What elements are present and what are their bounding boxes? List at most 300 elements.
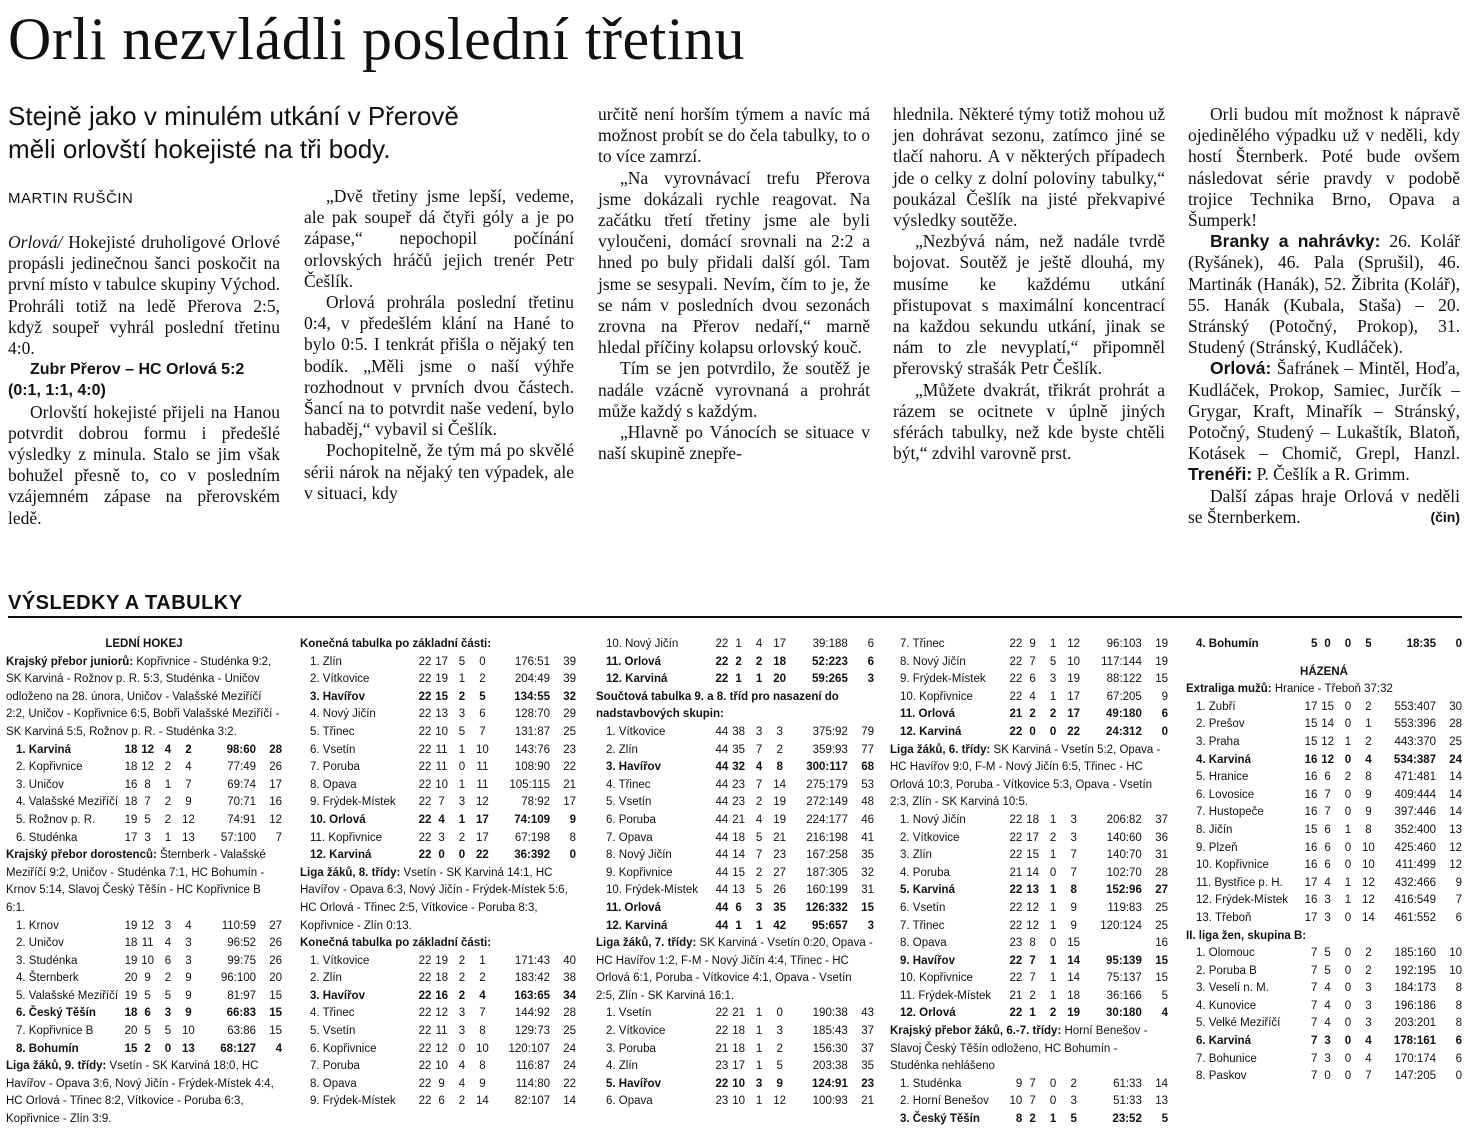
games: 22 [418, 1077, 432, 1090]
draws: 1 [1049, 919, 1057, 932]
points: 15 [269, 1007, 283, 1020]
losses: 4 [185, 761, 192, 774]
games: 22 [715, 1025, 729, 1038]
team-name: 10. Kopřivnice [900, 690, 973, 703]
points: 14 [1449, 806, 1463, 819]
paragraph: hlednila. Některé týmy totiž mohou už jen dohrávat sezonu, zatímco jiné se tlačí nahoru. A v některých případech jde o celky z dolní poloviny tabulky,“ poukázal Češlík na jisté překvapivé výsledky soutěže. [893, 104, 1165, 231]
table-row [1186, 1068, 1462, 1086]
games: 44 [715, 778, 729, 791]
wins: 23 [732, 778, 745, 791]
score: 108:90 [514, 761, 551, 774]
wins: 14 [732, 849, 745, 862]
table-row [1186, 769, 1462, 787]
results-column-1 [6, 636, 282, 1129]
table-row [1186, 1033, 1462, 1051]
table-row [890, 830, 1168, 848]
table-row [890, 918, 1168, 936]
score: 74:109 [514, 813, 551, 826]
points: 34 [563, 989, 577, 1002]
team-name: 10. Orlová [310, 813, 366, 826]
team-name: 2. Kopřivnice [16, 761, 83, 774]
competition-results: Vsetín - SK Karviná 14:1, HC Havířov - Opava 6:3, Nový Jičín - Frýdek-Místek 5:6, HC Orlová - Třinec 2:5, Vítkovice - Poruba 8:3, Kopřivnice - Zlín 0:13. [300, 866, 568, 932]
losses: 8 [479, 1060, 486, 1073]
games: 22 [418, 813, 432, 826]
score: 102:70 [1106, 866, 1142, 879]
points: 48 [861, 796, 874, 809]
table-row [596, 830, 874, 848]
team-name: 4. Zlín [606, 1060, 638, 1073]
score: 272:149 [806, 796, 848, 809]
wins: 11 [141, 937, 154, 950]
team-name: 11. Orlová [606, 655, 661, 668]
score: 359:93 [812, 743, 848, 756]
table-row [596, 1093, 874, 1111]
score: 196:186 [1394, 999, 1437, 1012]
wins: 14 [1026, 866, 1039, 879]
losses: 10 [1067, 655, 1081, 668]
games: 18 [124, 761, 138, 774]
wins: 15 [1026, 849, 1039, 862]
games: 22 [1009, 849, 1023, 862]
team-name: 9. Plzeň [1196, 841, 1238, 854]
table-row [596, 882, 874, 900]
competition-label: Krajský přebor dorostenců: [6, 849, 157, 862]
losses: 14 [1362, 911, 1375, 924]
score: 66:83 [226, 1007, 257, 1020]
games: 22 [418, 761, 432, 774]
table-row [6, 988, 282, 1006]
draws: 2 [1049, 708, 1057, 721]
games: 18 [124, 796, 138, 809]
table-row [1186, 980, 1462, 998]
competition-note [1186, 928, 1462, 946]
table-row [890, 671, 1168, 689]
losses: 3 [1365, 1017, 1372, 1030]
table-row [890, 636, 1168, 654]
points: 27 [269, 919, 283, 932]
score: 190:38 [812, 1007, 848, 1020]
draws: 0 [1049, 725, 1057, 738]
table-row [6, 794, 282, 812]
points: 16 [269, 796, 283, 809]
points: 4 [1161, 1007, 1168, 1020]
team-name: 6. Lovosice [1196, 788, 1255, 801]
headline: Orli nezvládli poslední třetinu [8, 6, 745, 72]
games: 18 [124, 743, 138, 756]
team-name: 5. Velké Meziříčí [1196, 1017, 1281, 1030]
draws: 0 [1344, 718, 1352, 731]
score: 124:91 [812, 1077, 848, 1090]
score: 96:52 [227, 937, 257, 950]
points: 35 [861, 1060, 874, 1073]
losses: 17 [476, 831, 489, 844]
table-row [596, 900, 874, 918]
draws: 1 [1049, 884, 1057, 897]
draws: 3 [755, 901, 763, 914]
team-name: 1. Zlín [310, 655, 342, 668]
draws: 1 [458, 673, 466, 686]
games: 22 [418, 796, 432, 809]
score: 432:466 [1394, 876, 1437, 889]
table-row [300, 794, 576, 812]
points: 39 [563, 673, 577, 686]
games: 16 [124, 778, 138, 791]
losses: 3 [1070, 813, 1077, 826]
wins: 3 [1324, 911, 1331, 924]
team-name: 7. Poruba [310, 761, 360, 774]
sport-heading: LEDNÍ HOKEJ [105, 638, 183, 650]
sport-heading: HÁZENÁ [1300, 665, 1348, 678]
draws: 2 [755, 796, 763, 809]
score: 471:481 [1394, 771, 1437, 784]
losses: 3 [776, 1025, 783, 1038]
wins: 14 [1321, 718, 1335, 731]
score: 117:144 [1101, 655, 1142, 668]
score: 167:258 [806, 849, 848, 862]
losses: 23 [773, 849, 787, 862]
table-row [890, 900, 1168, 918]
losses: 5 [1365, 638, 1372, 650]
games: 22 [418, 831, 432, 844]
wins: 6 [1324, 859, 1331, 872]
wins: 3 [438, 831, 445, 844]
wins: 11 [435, 743, 448, 756]
losses: 11 [476, 778, 489, 791]
team-name: 5. Rožnov p. R. [16, 813, 96, 826]
table-row [596, 847, 874, 865]
losses: 2 [1365, 947, 1372, 960]
table-row [300, 830, 576, 848]
wins: 19 [435, 954, 449, 967]
games: 23 [715, 1060, 729, 1073]
competition-label: Konečná tabulka po základní části: [300, 638, 492, 650]
draws: 1 [1049, 989, 1057, 1002]
team-name: 4. Třinec [606, 778, 651, 791]
table-row [300, 1093, 576, 1111]
losses: 14 [476, 1095, 489, 1108]
competition-results: Šternberk - Valašské Meziříčí 9:2, Uničov - Studénka 7:1, HC Bohumín - Krnov 5:14, Slavoj Český Těšín - HC Kopřivnice B 6:1. [6, 849, 266, 914]
draws: 0 [1344, 999, 1352, 1012]
competition-label: Konečná tabulka po základní části: [300, 937, 492, 950]
wins: 2 [735, 655, 742, 668]
paragraph: Tím se jen potvrdilo, že soutěž je nadále vzácně vyrovnaná a prohrát může každý s každým. [598, 358, 870, 421]
wins: 7 [1324, 806, 1331, 819]
team-name: 7. Hustopeče [1196, 806, 1264, 819]
wins: 4 [1324, 982, 1331, 995]
match-title: Zubr Přerov – HC Orlová 5:2 [30, 361, 245, 379]
points: 6 [867, 638, 874, 650]
goals-text: 26. Kolář (Ryšánek), 46. Pala (Sprušil), 46. Martinák (Hanák), 52. Žibrita (Kolář), 55. Hanák (Kubala, Staša) – 20. Stránský (Potočný, Prokop), 31. Studený (Stránský, Kudláček). [1188, 231, 1460, 358]
score [1084, 935, 1142, 953]
team-name: 6. Vsetín [900, 901, 946, 914]
team-name: 3. Havířov [310, 989, 365, 1002]
score: 443:370 [1394, 735, 1437, 748]
team-name: 3. Uničov [16, 778, 64, 791]
table-row [1186, 804, 1462, 822]
wins: 0 [438, 849, 445, 862]
games: 22 [1009, 690, 1023, 703]
table-row [1186, 945, 1462, 963]
score: 67:198 [514, 831, 551, 844]
wins: 13 [732, 884, 745, 897]
losses: 12 [1362, 876, 1375, 889]
losses: 8 [1365, 823, 1372, 836]
team-name: 8. Opava [310, 1077, 357, 1090]
table-row [596, 759, 874, 777]
score: 81:97 [227, 989, 257, 1002]
losses: 10 [182, 1025, 195, 1038]
competition-note [6, 1058, 282, 1128]
points: 28 [1155, 866, 1168, 879]
games: 22 [418, 673, 432, 686]
games: 22 [1009, 655, 1023, 668]
draws: 1 [1344, 876, 1352, 889]
lineup-text: Šafránek – Mintěl, Hoďa, Kudláček, Prokop, Samiec, Jurčík – Grygar, Kraft, Minařík – Stránský, Potočný, Studený – Lukaštík, Blatoň, Kotásek – Chomič, Grepl, Hanzl. [1188, 358, 1460, 464]
draws: 0 [1344, 911, 1352, 924]
games: 9 [1015, 1077, 1023, 1090]
team-name: 7. Kopřivnice B [16, 1025, 94, 1038]
team-name: 8. Jičín [1196, 823, 1233, 836]
draws: 1 [755, 673, 763, 686]
team-name: 8. Bohumín [16, 1042, 79, 1055]
table-row [300, 1005, 576, 1023]
games: 22 [418, 725, 432, 738]
losses: 7 [1070, 849, 1077, 862]
score: 116:87 [515, 1060, 551, 1073]
competition-results: Kopřivnice - Studénka 9:2, SK Karviná - Rožnov p. R. 5:3, Studénka - Uničov odloženo na 28. února, Uničov - Valašské Meziříčí 2:2, Uničov - Kopřivnice 6:5, Bobři Valašské Meziříčí - SK Karviná 5:5, Rožnov p. R. - Studénka 3:2. [6, 655, 280, 738]
table-row [890, 882, 1168, 900]
team-name: 3. Poruba [606, 1042, 656, 1055]
games: 18 [124, 1007, 138, 1020]
results-section-title: VÝSLEDKY A TABULKY [8, 592, 243, 614]
draws: 1 [1049, 1113, 1057, 1126]
games: 22 [418, 1095, 432, 1108]
team-name: 2. Vítkovice [900, 831, 960, 844]
games: 19 [124, 989, 138, 1002]
wins: 18 [732, 1042, 745, 1055]
games: 16 [1304, 788, 1318, 801]
wins: 12 [1321, 735, 1335, 748]
score: 275:179 [806, 778, 848, 791]
score: 24:312 [1106, 725, 1142, 738]
draws: 1 [1049, 901, 1057, 914]
losses: 17 [476, 813, 489, 826]
score: 144:92 [514, 1007, 551, 1020]
wins: 7 [1029, 972, 1036, 985]
team-name: 5. Valašské Meziříčí [16, 989, 119, 1002]
draws: 0 [1344, 859, 1352, 872]
team-name: 2. Prešov [1196, 718, 1245, 731]
losses: 9 [1070, 901, 1077, 914]
team-name: 1. Vítkovice [310, 954, 370, 967]
losses: 4 [1365, 753, 1372, 766]
wins: 23 [732, 796, 745, 809]
wins: 7 [1029, 954, 1036, 967]
points: 25 [1155, 919, 1168, 932]
score: 171:43 [514, 954, 551, 967]
team-name: 1. Vítkovice [606, 725, 666, 738]
score: 78:92 [521, 796, 551, 809]
team-name: 11. Bystřice p. H. [1196, 876, 1283, 889]
table-row [596, 865, 874, 883]
games: 22 [1009, 813, 1023, 826]
losses: 22 [1067, 725, 1081, 738]
score: 100:93 [812, 1095, 848, 1108]
results-column-5 [1186, 636, 1462, 1086]
draws: 3 [755, 725, 763, 738]
draws: 5 [755, 831, 763, 844]
points: 0 [1455, 1070, 1463, 1083]
team-name: 4. Nový Jičín [310, 708, 376, 721]
losses: 5 [776, 1060, 783, 1073]
team-name: 2. Zlín [606, 743, 638, 756]
points: 24 [563, 1042, 577, 1055]
points: 39 [563, 655, 577, 668]
losses: 10 [476, 743, 489, 756]
losses: 5 [479, 690, 486, 703]
team-name: 2. Vítkovice [310, 673, 370, 686]
table-row [890, 724, 1168, 742]
score: 70:71 [227, 796, 257, 809]
wins: 15 [732, 866, 745, 879]
games: 22 [418, 1025, 432, 1038]
score: 203:201 [1394, 1017, 1437, 1030]
draws: 5 [164, 1025, 172, 1038]
points: 17 [563, 796, 577, 809]
points: 7 [275, 831, 283, 844]
draws: 7 [755, 743, 763, 756]
games: 44 [715, 761, 729, 774]
table-row [1186, 636, 1462, 654]
draws: 0 [164, 1042, 172, 1055]
points: 26 [269, 954, 283, 967]
points: 19 [1155, 638, 1168, 650]
goals-label: Branky a nahrávky: [1210, 231, 1381, 252]
team-name: 7. Třinec [900, 919, 945, 932]
wins: 2 [1029, 989, 1036, 1002]
losses: 4 [1365, 1052, 1372, 1065]
draws: 2 [755, 866, 763, 879]
draws: 0 [1344, 1070, 1352, 1083]
wins: 2 [1029, 708, 1036, 721]
team-name: 8. Nový Jičín [900, 655, 966, 668]
draws: 3 [164, 1007, 172, 1020]
losses: 17 [1067, 708, 1081, 721]
draws: 0 [1344, 753, 1352, 766]
competition-label: Součtová tabulka 9. a 8. tříd pro nasazení do nadstavbových skupin: [596, 690, 839, 721]
wins: 6 [1029, 673, 1036, 686]
wins: 7 [1029, 1077, 1036, 1090]
games: 17 [124, 831, 138, 844]
points: 29 [563, 708, 577, 721]
table-row [890, 865, 1168, 883]
points: 77 [861, 743, 874, 756]
points: 22 [563, 761, 577, 774]
table-row [890, 706, 1168, 724]
table-row [300, 759, 576, 777]
draws: 1 [755, 1060, 763, 1073]
wins: 4 [1324, 999, 1331, 1012]
competition-note [300, 935, 576, 953]
team-name: 1. Studénka [900, 1077, 962, 1090]
losses: 10 [476, 1042, 489, 1055]
draws: 2 [1049, 831, 1057, 844]
draws: 0 [1049, 866, 1057, 879]
results-column-4 [890, 636, 1168, 1129]
team-name: 5. Vsetín [310, 1025, 356, 1038]
competition-results: Hranice - Třeboň 37:32 [1271, 683, 1393, 696]
losses: 2 [1365, 700, 1372, 713]
table-row [6, 953, 282, 971]
score: 129:73 [514, 1025, 551, 1038]
wins: 13 [1026, 884, 1039, 897]
wins: 18 [732, 1025, 745, 1038]
games: 21 [715, 1042, 729, 1055]
games: 15 [1304, 735, 1318, 748]
table-row [890, 1005, 1168, 1023]
table-row [6, 1005, 282, 1023]
table-row [1186, 787, 1462, 805]
games: 21 [1009, 866, 1023, 879]
wins: 12 [1026, 919, 1039, 932]
draws: 2 [458, 989, 466, 1002]
points: 40 [563, 954, 577, 967]
wins: 10 [435, 725, 449, 738]
competition-note [300, 865, 576, 935]
wins: 1 [735, 673, 742, 686]
wins: 10 [732, 1077, 745, 1090]
wins: 0 [1324, 1070, 1331, 1083]
draws: 3 [755, 1077, 763, 1090]
games: 22 [418, 655, 432, 668]
team-name: 12. Frýdek-Místek [1196, 894, 1289, 907]
losses: 3 [1070, 1095, 1077, 1108]
article-column-4 [893, 104, 1165, 464]
games: 15 [1304, 718, 1318, 731]
paragraph: určitě není horším týmem a navíc má možnost probít se do čela tabulky, to o to více zamrzí. [598, 104, 870, 167]
games: 22 [1009, 901, 1023, 914]
losses: 7 [1070, 866, 1077, 879]
wins: 11 [435, 1025, 448, 1038]
points: 21 [563, 778, 577, 791]
team-name: 7. Poruba [310, 1060, 360, 1073]
article-column-5 [1188, 104, 1460, 528]
games: 22 [1009, 831, 1023, 844]
score: 534:387 [1393, 753, 1437, 766]
games: 7 [1311, 982, 1318, 995]
games: 44 [715, 919, 729, 932]
games: 18 [124, 937, 138, 950]
score: 128:70 [514, 708, 551, 721]
wins: 9 [144, 972, 151, 985]
score: 96:103 [1106, 638, 1142, 650]
points: 8 [569, 831, 577, 844]
team-name: 3. Studénka [16, 954, 78, 967]
score: 553:407 [1394, 700, 1437, 713]
team-name: 6. Poruba [606, 813, 656, 826]
losses: 2 [1365, 964, 1372, 977]
games: 23 [715, 1095, 729, 1108]
score: 110:59 [221, 919, 257, 932]
draws: 0 [1344, 806, 1352, 819]
competition-label: Liga žáků, 8. třídy: [300, 866, 401, 879]
wins: 17 [435, 655, 449, 668]
competition-note [890, 1023, 1168, 1076]
paragraph: Pochopitelně, že tým má po skvělé sérii nárok na nějaký ten výpadek, ale v situaci, kdy [304, 440, 574, 503]
team-name: 2. Horní Benešov [900, 1095, 989, 1108]
score: 425:460 [1394, 841, 1437, 854]
losses: 9 [185, 972, 192, 985]
